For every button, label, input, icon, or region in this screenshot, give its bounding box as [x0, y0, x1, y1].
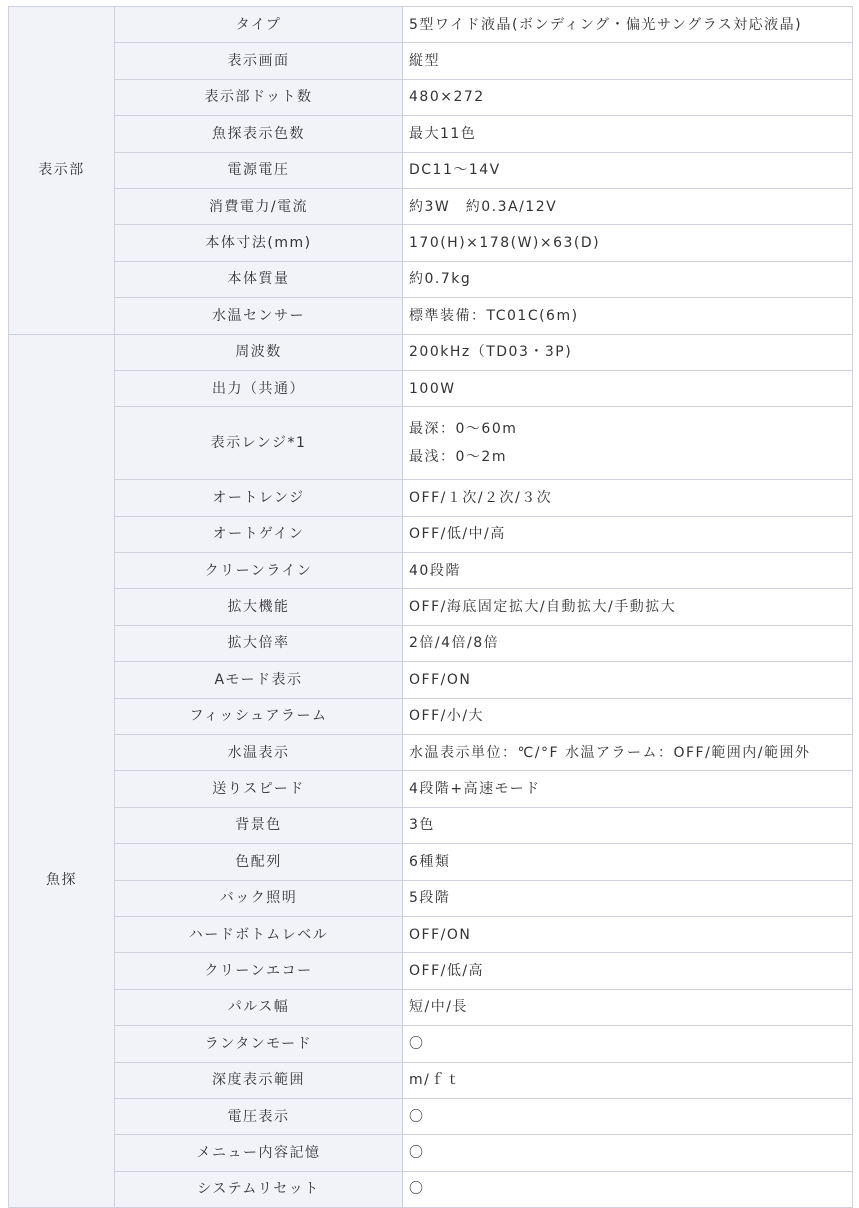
spec-value-line: 標準装備：TC01C(6m)	[409, 307, 579, 324]
spec-table	[8, 6, 853, 1200]
spec-value-line: 最浅：0〜2m	[409, 449, 507, 466]
spec-value-line: 約0.7kg	[409, 271, 472, 288]
spec-label: フィッシュアラーム	[114, 698, 403, 735]
spec-label: 魚探表示色数	[114, 115, 403, 152]
spec-value	[402, 1025, 853, 1062]
spec-value-line: 6種類	[409, 853, 451, 870]
spec-label: クリーンライン	[114, 552, 403, 589]
spec-value-line: OFF/１次/２次/３次	[409, 489, 553, 506]
spec-value	[402, 588, 853, 625]
spec-value	[402, 406, 853, 480]
spec-value	[402, 625, 853, 662]
spec-value	[402, 916, 853, 953]
spec-value	[402, 516, 853, 553]
spec-value-line: 最深：0〜60m	[409, 421, 518, 438]
spec-value-line: 5型ワイド液晶(ボンディング・偏光サングラス対応液晶)	[409, 16, 803, 33]
spec-label: オートゲイン	[114, 516, 403, 553]
spec-value-line: DC11〜14V	[409, 162, 501, 179]
spec-value-line: OFF/ON	[409, 671, 472, 688]
spec-value-line: OFF/小/大	[409, 708, 485, 725]
spec-label: 本体質量	[114, 261, 403, 298]
spec-label: 表示画面	[114, 42, 403, 79]
spec-label: 背景色	[114, 807, 403, 844]
spec-value	[402, 807, 853, 844]
spec-value-line: 水温表示単位：℃/°F 水温アラーム：OFF/範囲内/範囲外	[409, 744, 811, 761]
spec-value-line: 480×272	[409, 89, 485, 106]
spec-value	[402, 115, 853, 152]
spec-value	[402, 224, 853, 261]
spec-label: ハードボトムレベル	[114, 916, 403, 953]
spec-value-line: 40段階	[409, 562, 461, 579]
spec-label: 出力（共通）	[114, 370, 403, 407]
spec-value	[402, 1062, 853, 1099]
spec-label: メニュー内容記憶	[114, 1134, 403, 1171]
spec-value	[402, 297, 853, 334]
spec-value	[402, 1171, 853, 1208]
spec-value-line: 約3W 約0.3A/12V	[409, 198, 558, 215]
spec-label: 拡大倍率	[114, 625, 403, 662]
spec-value-line: 200kHz（TD03・3P)	[409, 344, 573, 361]
spec-value-line: 100W	[409, 380, 456, 397]
spec-label: 表示レンジ*1	[114, 406, 403, 480]
spec-value-line: 縦型	[409, 53, 440, 70]
spec-value	[402, 6, 853, 43]
spec-label: 送りスピード	[114, 770, 403, 807]
spec-label: 表示部ドット数	[114, 79, 403, 116]
spec-label: 電源電圧	[114, 152, 403, 189]
spec-value	[402, 42, 853, 79]
spec-label: 周波数	[114, 334, 403, 371]
spec-value	[402, 334, 853, 371]
spec-label: 色配列	[114, 843, 403, 880]
spec-value-line: OFF/ON	[409, 926, 472, 943]
spec-value-line: OFF/海底固定拡大/自動拡大/手動拡大	[409, 599, 677, 616]
spec-value	[402, 370, 853, 407]
spec-value	[402, 1098, 853, 1135]
spec-value-line: OFF/低/中/高	[409, 526, 506, 543]
spec-category	[8, 334, 115, 553]
spec-label: 深度表示範囲	[114, 1062, 403, 1099]
spec-value-line: OFF/低/高	[409, 963, 485, 980]
spec-value	[402, 79, 853, 116]
spec-value	[402, 734, 853, 771]
spec-value	[402, 552, 853, 589]
spec-value	[402, 698, 853, 735]
spec-value	[402, 188, 853, 225]
spec-value-line: 〇	[409, 1181, 425, 1198]
spec-value	[402, 261, 853, 298]
spec-value-line: 短/中/長	[409, 999, 468, 1016]
spec-label: 電圧表示	[114, 1098, 403, 1135]
spec-value-line: 4段階+高速モード	[409, 781, 541, 798]
spec-value-line: 2倍/4倍/8倍	[409, 635, 500, 652]
spec-value-line: 170(H)×178(W)×63(D)	[409, 235, 601, 252]
spec-value	[402, 770, 853, 807]
spec-value-line: 最大11色	[409, 125, 477, 142]
spec-value	[402, 152, 853, 189]
spec-value	[402, 479, 853, 516]
spec-value	[402, 880, 853, 917]
spec-value	[402, 843, 853, 880]
spec-label: パルス幅	[114, 989, 403, 1026]
spec-value-line: 〇	[409, 1108, 425, 1125]
spec-value	[402, 952, 853, 989]
spec-value	[402, 1134, 853, 1171]
spec-value	[402, 989, 853, 1026]
spec-label: 水温表示	[114, 734, 403, 771]
spec-label: 拡大機能	[114, 588, 403, 625]
spec-value-line: 〇	[409, 1035, 425, 1052]
spec-label: タイプ	[114, 6, 403, 43]
spec-category: 魚探	[8, 552, 115, 1208]
spec-value-line: m/ｆｔ	[409, 1072, 462, 1089]
spec-category: 表示部	[8, 6, 115, 335]
spec-label: ランタンモード	[114, 1025, 403, 1062]
spec-label: 水温センサー	[114, 297, 403, 334]
spec-label: システムリセット	[114, 1171, 403, 1208]
spec-value-line: 3色	[409, 817, 435, 834]
spec-value	[402, 661, 853, 698]
spec-label: Aモード表示	[114, 661, 403, 698]
spec-label: クリーンエコー	[114, 952, 403, 989]
spec-label: バック照明	[114, 880, 403, 917]
spec-label: 本体寸法(mm)	[114, 224, 403, 261]
spec-label: オートレンジ	[114, 479, 403, 516]
spec-value-line: 〇	[409, 1145, 425, 1162]
spec-value-line: 5段階	[409, 890, 451, 907]
spec-label: 消費電力/電流	[114, 188, 403, 225]
